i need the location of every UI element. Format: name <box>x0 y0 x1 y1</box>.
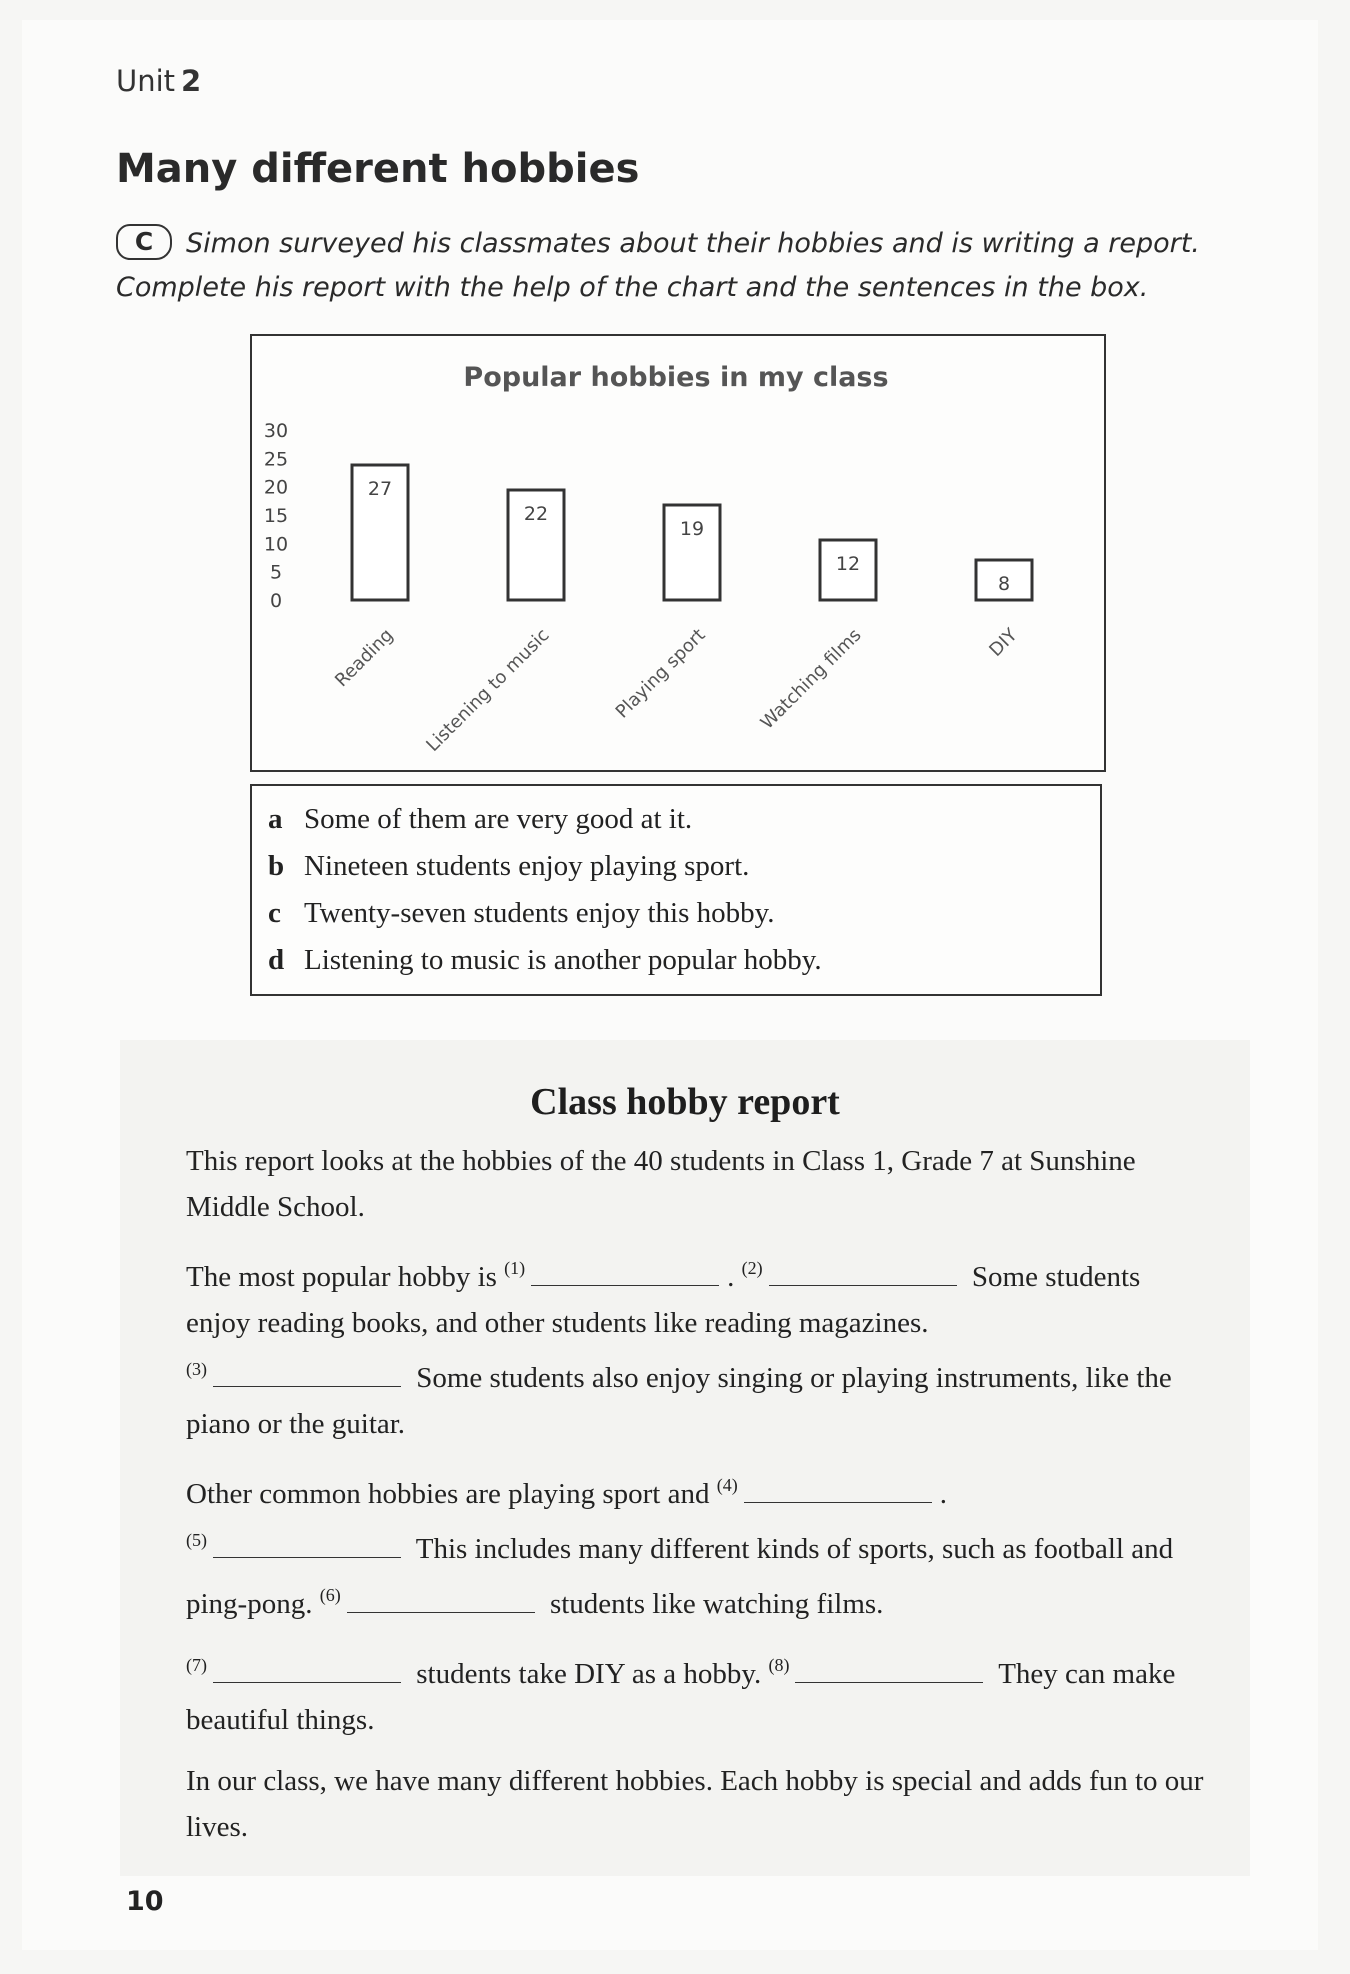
category-label: Reading <box>331 624 398 692</box>
exercise-instruction-block <box>116 222 1276 310</box>
gap-number-7: (7) <box>186 1655 207 1675</box>
page-title: Many different hobbies <box>116 146 640 192</box>
report-paragraph-5: In our class, we have many different hobbies. Each hobby is special and adds fun to our lives. <box>186 1765 1204 1843</box>
category-label: Playing sport <box>611 624 710 723</box>
answer-blank-2[interactable] <box>769 1263 957 1286</box>
data-label: 22 <box>523 503 549 525</box>
answer-blank-7[interactable] <box>213 1660 401 1683</box>
category-label: Watching films <box>756 624 866 734</box>
data-label: 8 <box>997 573 1011 595</box>
answer-blank-3[interactable] <box>213 1364 401 1387</box>
report-text: They can make beautiful things. <box>186 1658 1176 1736</box>
report-paragraph-4 <box>186 1642 1206 1743</box>
category-label: DIY <box>985 624 1022 661</box>
report-text: Other common hobbies are playing sport and <box>186 1478 710 1510</box>
y-tick-label: 0 <box>269 590 283 612</box>
report-text: . <box>939 1478 947 1510</box>
unit-label: Unit <box>116 64 176 98</box>
gap-number-1: (1) <box>504 1258 526 1278</box>
exercise-instruction: Simon surveyed his classmates about their hobbies and is writing a report. Complete his report with the help of the chart and the sentences in the box. <box>116 228 1200 303</box>
y-tick-label: 5 <box>269 561 283 584</box>
report-text: . <box>727 1261 735 1293</box>
gap-number-2: (2) <box>741 1258 763 1278</box>
report-body <box>186 1138 1206 1865</box>
gap-number-5: (5) <box>186 1530 207 1550</box>
gap-number-8: (8) <box>768 1655 790 1675</box>
page-number: 10 <box>126 1886 164 1917</box>
report-text: Some students also enjoy singing or playing instruments, like the piano or the guitar. <box>186 1362 1172 1440</box>
y-tick-label: 20 <box>263 476 289 499</box>
hobbies-chart <box>250 334 1106 772</box>
sentences-box <box>250 784 1102 996</box>
report-text: Some students enjoy reading books, and other students like reading magazines. <box>186 1261 1141 1339</box>
category-label: Listening to music <box>422 624 554 756</box>
report-text: students take DIY as a hobby. <box>416 1658 762 1690</box>
y-tick-label: 10 <box>263 533 289 556</box>
sentence-d <box>268 937 1100 984</box>
y-tick-label: 15 <box>263 505 289 527</box>
report-text: students like watching films. <box>549 1588 884 1620</box>
y-tick-label: 25 <box>263 448 289 471</box>
report-text: This includes many different kinds of sports, such as football and ping-pong. <box>186 1533 1174 1620</box>
data-label: 27 <box>367 478 393 500</box>
answer-blank-1[interactable] <box>531 1263 719 1286</box>
report-paragraph-3 <box>186 1462 1206 1627</box>
report-title: Class hobby report <box>530 1081 840 1123</box>
report-panel <box>120 1040 1250 1876</box>
data-label: 12 <box>835 553 861 575</box>
gap-number-3: (3) <box>186 1359 207 1379</box>
answer-blank-5[interactable] <box>213 1535 401 1558</box>
unit-header <box>116 64 201 98</box>
chart-title: Popular hobbies in my class <box>463 362 889 393</box>
sentence-text: Some of them are very good at it. <box>304 803 693 835</box>
sentence-text: Nineteen students enjoy playing sport. <box>304 850 750 882</box>
sentence-c <box>268 890 1100 937</box>
sentence-letter: a <box>268 803 283 835</box>
gap-number-4: (4) <box>716 1475 738 1495</box>
sentence-letter: b <box>268 850 285 882</box>
answer-blank-8[interactable] <box>795 1660 983 1683</box>
sentence-text: Twenty-seven students enjoy this hobby. <box>304 897 775 929</box>
sentence-b <box>268 843 1100 890</box>
exercise-label-badge: C <box>116 224 172 260</box>
gap-number-6: (6) <box>319 1585 341 1605</box>
unit-number: 2 <box>181 64 202 98</box>
answer-blank-6[interactable] <box>347 1590 535 1613</box>
data-label: 19 <box>679 518 705 540</box>
report-text: The most popular hobby is <box>186 1261 497 1293</box>
chart-svg <box>252 336 1104 770</box>
report-paragraph-2 <box>186 1245 1206 1447</box>
sentence-a <box>268 796 1100 843</box>
y-tick-label: 30 <box>263 420 289 442</box>
report-paragraph-1: This report looks at the hobbies of the 40 students in Class 1, Grade 7 at Sunshine Middle School. <box>186 1145 1136 1223</box>
sentence-text: Listening to music is another popular hobby. <box>304 944 822 976</box>
sentence-letter: d <box>268 944 285 976</box>
answer-blank-4[interactable] <box>744 1480 932 1503</box>
sentence-letter: c <box>268 897 281 929</box>
